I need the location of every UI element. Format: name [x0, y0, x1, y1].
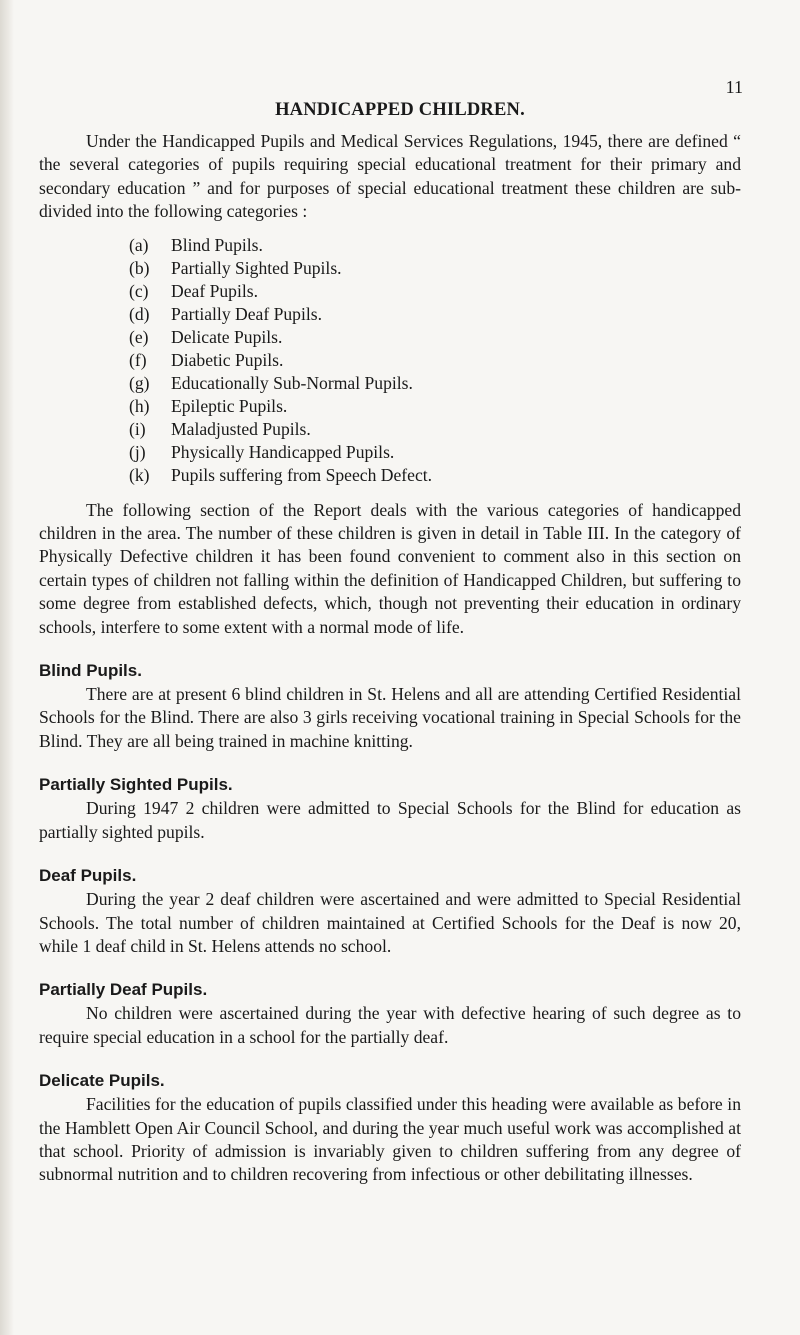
list-item-label: Epileptic Pupils. [171, 395, 288, 416]
page-number: 11 [725, 77, 743, 97]
section-body: During the year 2 deaf children were ascertained and were admitted to Special Residential Schools. The total number of children maintained at Certified Schools for the Deaf is now 20, while 1 deaf child in St. Helens attends no school. [39, 889, 741, 956]
list-item-letter: (c) [129, 280, 149, 301]
section-body: Facilities for the education of pupils classified under this heading were available as before in the Hamblett Open Air Council School, and during the year much useful work was accomplished at that school. Priority of admission is invariably given to children suffering from any degree of subnormal nutrition and to children recovering from infectious or other debilitating illnesses. [39, 1094, 741, 1185]
section-delicate-pupils [39, 1069, 741, 1187]
list-item-label: Partially Sighted Pupils. [171, 257, 342, 278]
list-item [129, 280, 741, 303]
section-partially-deaf-pupils [39, 978, 741, 1049]
list-item [129, 303, 741, 326]
list-item [129, 418, 741, 441]
list-item-label: Physically Handicapped Pupils. [171, 441, 395, 462]
list-item-label: Educationally Sub-Normal Pupils. [171, 372, 413, 393]
list-item-letter: (j) [129, 441, 146, 462]
list-item-letter: (h) [129, 395, 150, 416]
section-heading: Delicate Pupils. [39, 1071, 165, 1091]
list-item-letter: (g) [129, 372, 150, 393]
section-blind-pupils [39, 659, 741, 753]
list-item [129, 326, 741, 349]
spacer [39, 487, 741, 499]
list-item-label: Diabetic Pupils. [171, 349, 284, 370]
section-heading: Blind Pupils. [39, 661, 142, 681]
section-body: No children were ascertained during the year with defective hearing of such degree as to require special education in a school for the partially deaf. [39, 1003, 741, 1047]
page-title: HANDICAPPED CHILDREN. [275, 100, 525, 120]
section-heading: Deaf Pupils. [39, 866, 137, 886]
list-item-label: Pupils suffering from Speech Defect. [171, 464, 433, 485]
list-item-label: Delicate Pupils. [171, 326, 283, 347]
list-item [129, 441, 741, 464]
document-body [39, 130, 741, 1187]
list-item-letter: (f) [129, 349, 147, 370]
section-deaf-pupils [39, 864, 741, 958]
section-heading: Partially Sighted Pupils. [39, 775, 233, 795]
page-binding-edge [0, 0, 14, 1335]
list-item-letter: (d) [129, 303, 150, 324]
section-body: During 1947 2 children were admitted to Special Schools for the Blind for education as partially sighted pupils. [39, 798, 741, 842]
list-item-letter: (a) [129, 234, 149, 255]
intro-paragraph: Under the Handicapped Pupils and Medical Services Regulations, 1945, there are defined “ the several categories of pupils requiring special educational treatment for their primary and secondary education ” and for purposes of special educational treatment these children are sub-divided into the following categories : [39, 131, 741, 222]
list-item-letter: (b) [129, 257, 150, 278]
list-item [129, 257, 741, 280]
list-item-label: Partially Deaf Pupils. [171, 303, 322, 324]
list-item [129, 395, 741, 418]
list-item-label: Blind Pupils. [171, 234, 263, 255]
section-partially-sighted-pupils [39, 773, 741, 844]
list-item-letter: (e) [129, 326, 149, 347]
list-item [129, 372, 741, 395]
list-item-letter: (k) [129, 464, 150, 485]
list-item-label: Maladjusted Pupils. [171, 418, 311, 439]
following-section-paragraph: The following section of the Report deals with the various categories of handicapped children in the area. The number of these children is given in detail in Table III. In the category of Physically Defective children it has been found convenient to comment also in this section on certain types of children not falling within the definition of Handicapped Children, but suffering to some degree from established defects, which, though not preventing their education in ordinary schools, interfere to some extent with a normal mode of life. [39, 499, 741, 637]
list-item [129, 234, 741, 257]
list-item [129, 349, 741, 372]
list-item-letter: (i) [129, 418, 146, 439]
section-heading: Partially Deaf Pupils. [39, 980, 208, 1000]
section-body: There are at present 6 blind children in St. Helens and all are attending Certified Residential Schools for the Blind. There are also 3 girls receiving vocational training in Special Schools for the Blind. They are all being trained in machine knitting. [39, 684, 741, 751]
list-item [129, 464, 741, 487]
list-item-label: Deaf Pupils. [171, 280, 258, 301]
categories-list [129, 234, 741, 487]
